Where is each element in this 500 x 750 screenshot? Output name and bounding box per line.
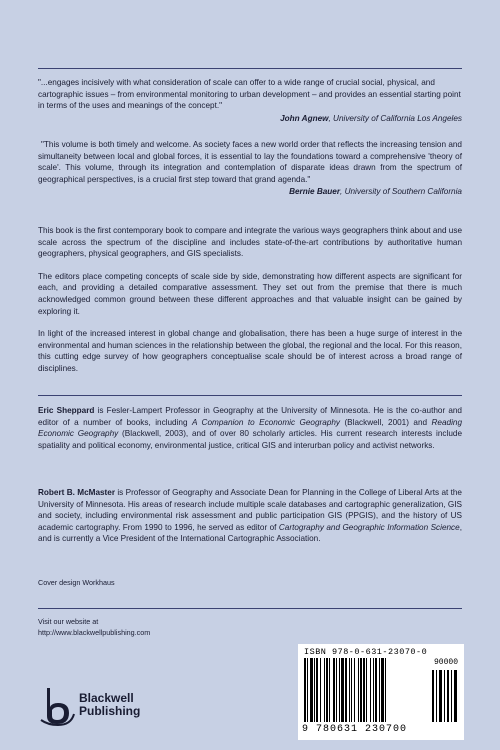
website-url[interactable]: http://www.blackwellpublishing.com (38, 627, 151, 637)
bio-mcmaster (38, 487, 462, 545)
publisher-name (79, 692, 140, 718)
price-barcode-icon (432, 670, 458, 722)
quote-bauer-attribution (38, 186, 462, 198)
description-para-1: This book is the first contemporary book to compare and integrate the various ways geographers think about and use scale across the spectrum of the discipline and includes state-of-the-art contributions by authoritative human geographers, physical geographers, and GIS specialists. (38, 226, 462, 259)
bio-sheppard-text (38, 405, 462, 451)
barcode-box (298, 644, 464, 740)
website-label: Visit our website at (38, 617, 99, 626)
bio-sheppard-t2: (Blackwell, 2001) and (340, 417, 432, 427)
bio-mcmaster-name: Robert B. McMaster (38, 488, 116, 497)
quote-agnew-attribution (38, 113, 462, 125)
publisher-line1: Blackwell (79, 691, 134, 705)
bio-mcmaster-text (38, 487, 462, 545)
bio-sheppard-book1: A Companion to Economic Geography (191, 417, 341, 427)
bio-sheppard (38, 405, 462, 451)
description-para-2: The editors place competing concepts of scale side by side, demonstrating how different aspects are significant for each, and providing a detailed comparative assessment. They set out from the premise that there is much acknowledged common ground between these different approaches and that valuable insight can be gained by exploring it. (38, 271, 462, 316)
bio-mcmaster-t2: , and is currently a Vice President of the International Cartographic Association. (38, 522, 462, 544)
publisher-line2: Publishing (79, 704, 141, 718)
bio-sheppard-book2: Reading Economic Geography (38, 417, 462, 439)
top-rule (38, 68, 462, 69)
quote-bauer-text: "This volume is both timely and welcome. As society faces a new world order that reflects the increasing tension and simultaneity between local and global forces, it is essential to lay the foundations toward a comprehensive 'theory of scale'. This volume, through its integration and contemplation of disparate ideas drawn from the spectrum of geographical perspectives, is a crucial first step toward that grand agenda." (38, 140, 462, 184)
barcode-bars-icon (304, 658, 428, 724)
bio-rule (38, 395, 462, 396)
bio-mcmaster-t1: is Professor of Geography and Associate Dean for Planning in the College of Liberal Arts at the University of Minnesota. His areas of research include multiple scale databases and cartographic generalization, GIS and society, including environmental risk assessment and public participation GIS (PPGIS), and the history of US academic cartography. From 1990 to 1996, he served as editor of (38, 488, 462, 532)
description (38, 225, 462, 375)
bio-mcmaster-journal: Cartography and Geographic Information Science (278, 522, 460, 532)
quote-bauer (38, 139, 462, 198)
isbn-label: ISBN 978-0-631-23070-0 (304, 647, 428, 657)
ean-digits: 9 780631 230700 (302, 724, 408, 735)
bio-sheppard-t3: (Blackwell, 2003), and of over 80 scholarly articles. His current research interests include spatiality and political economy, environmental justice, critical GIS and interurban policy and activist networks. (38, 429, 462, 450)
bio-sheppard-t1: is Fesler-Lampert Professor in Geography at the University of Minnesota. He is the co-author and editor of a number of books, including (38, 406, 462, 427)
quote-agnew-text: "...engages incisively with what consideration of scale can offer to a wide range of crucial social, physical, and cartographic issues – from environmental monitoring to urban development – and provides an essential starting point in terms of the uses and meanings of the concept." (38, 78, 461, 111)
description-para-3: In light of the increased interest in global change and globalisation, there has been a huge surge of interest in the environmental and human sciences in the relationship between the global, the regional and the local. For this reason, this cutting edge survey of how geographers conceptualise scale should be of interest across a broad range of disciplines. (38, 329, 462, 373)
quote-agnew-author: John Agnew (280, 113, 329, 123)
website-block (38, 617, 462, 638)
bio-sheppard-name: Eric Sheppard (38, 406, 95, 415)
quote-bauer-author: Bernie Bauer (289, 187, 341, 197)
bottom-rule (38, 608, 462, 609)
price-code: 90000 (433, 658, 458, 667)
quote-agnew (38, 77, 462, 124)
quote-bauer-affiliation: , University of Southern California (340, 187, 462, 197)
quote-agnew-affiliation: , University of California Los Angeles (328, 113, 462, 123)
blackwell-logo-icon (38, 686, 76, 726)
cover-design-credit: Cover design Workhaus (38, 578, 115, 587)
